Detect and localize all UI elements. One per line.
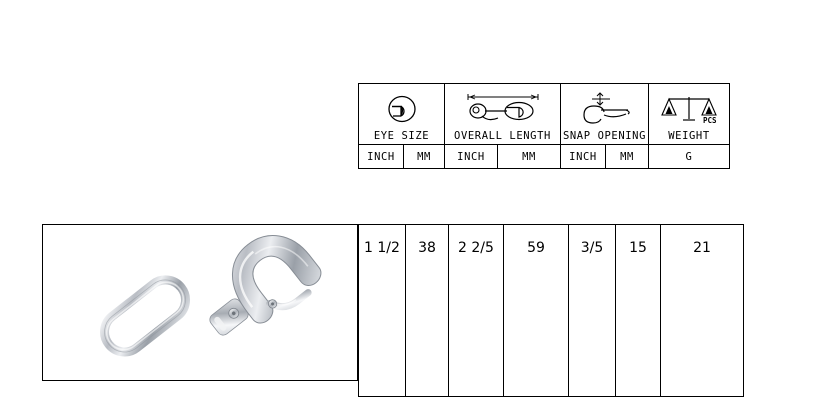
unit-overall-mm: MM [498,145,561,169]
overall-length-icon [462,88,544,130]
spec-value-table [358,224,744,397]
unit-overall-inch: INCH [445,145,498,169]
weight-scale-icon [659,88,719,130]
value-overall-mm: 59 [504,225,569,397]
eye-size-icon [382,88,422,130]
unit-eye-mm: MM [404,145,445,169]
spec-header-weight [649,84,730,145]
spec-icon-row [359,84,730,145]
product-image-cell [42,224,358,381]
spec-header-eye-size [359,84,445,145]
weight-icon-text: PCS [703,116,717,125]
unit-weight-g: G [649,145,730,169]
value-overall-inch: 2 2/5 [449,225,504,397]
value-eye-mm: 38 [406,225,449,397]
spec-header-label: WEIGHT [668,130,710,142]
snap-opening-icon [570,88,640,130]
value-eye-inch: 1 1/2 [359,225,406,397]
table-row [359,225,744,397]
spec-header-table [358,83,730,169]
spec-header-snap-opening [561,84,649,145]
spec-header-label: EYE SIZE [373,130,430,142]
value-snap-inch: 3/5 [569,225,616,397]
spec-header-label: SNAP OPENING [562,130,647,142]
unit-snap-inch: INCH [561,145,606,169]
unit-eye-inch: INCH [359,145,404,169]
spec-unit-row [359,145,730,169]
swivel-snap-hook-photo [43,225,357,380]
spec-header-overall-length [445,84,561,145]
unit-snap-mm: MM [606,145,649,169]
value-snap-mm: 15 [616,225,661,397]
value-weight-g: 21 [661,225,744,397]
spec-header-label: OVERALL LENGTH [454,130,551,142]
